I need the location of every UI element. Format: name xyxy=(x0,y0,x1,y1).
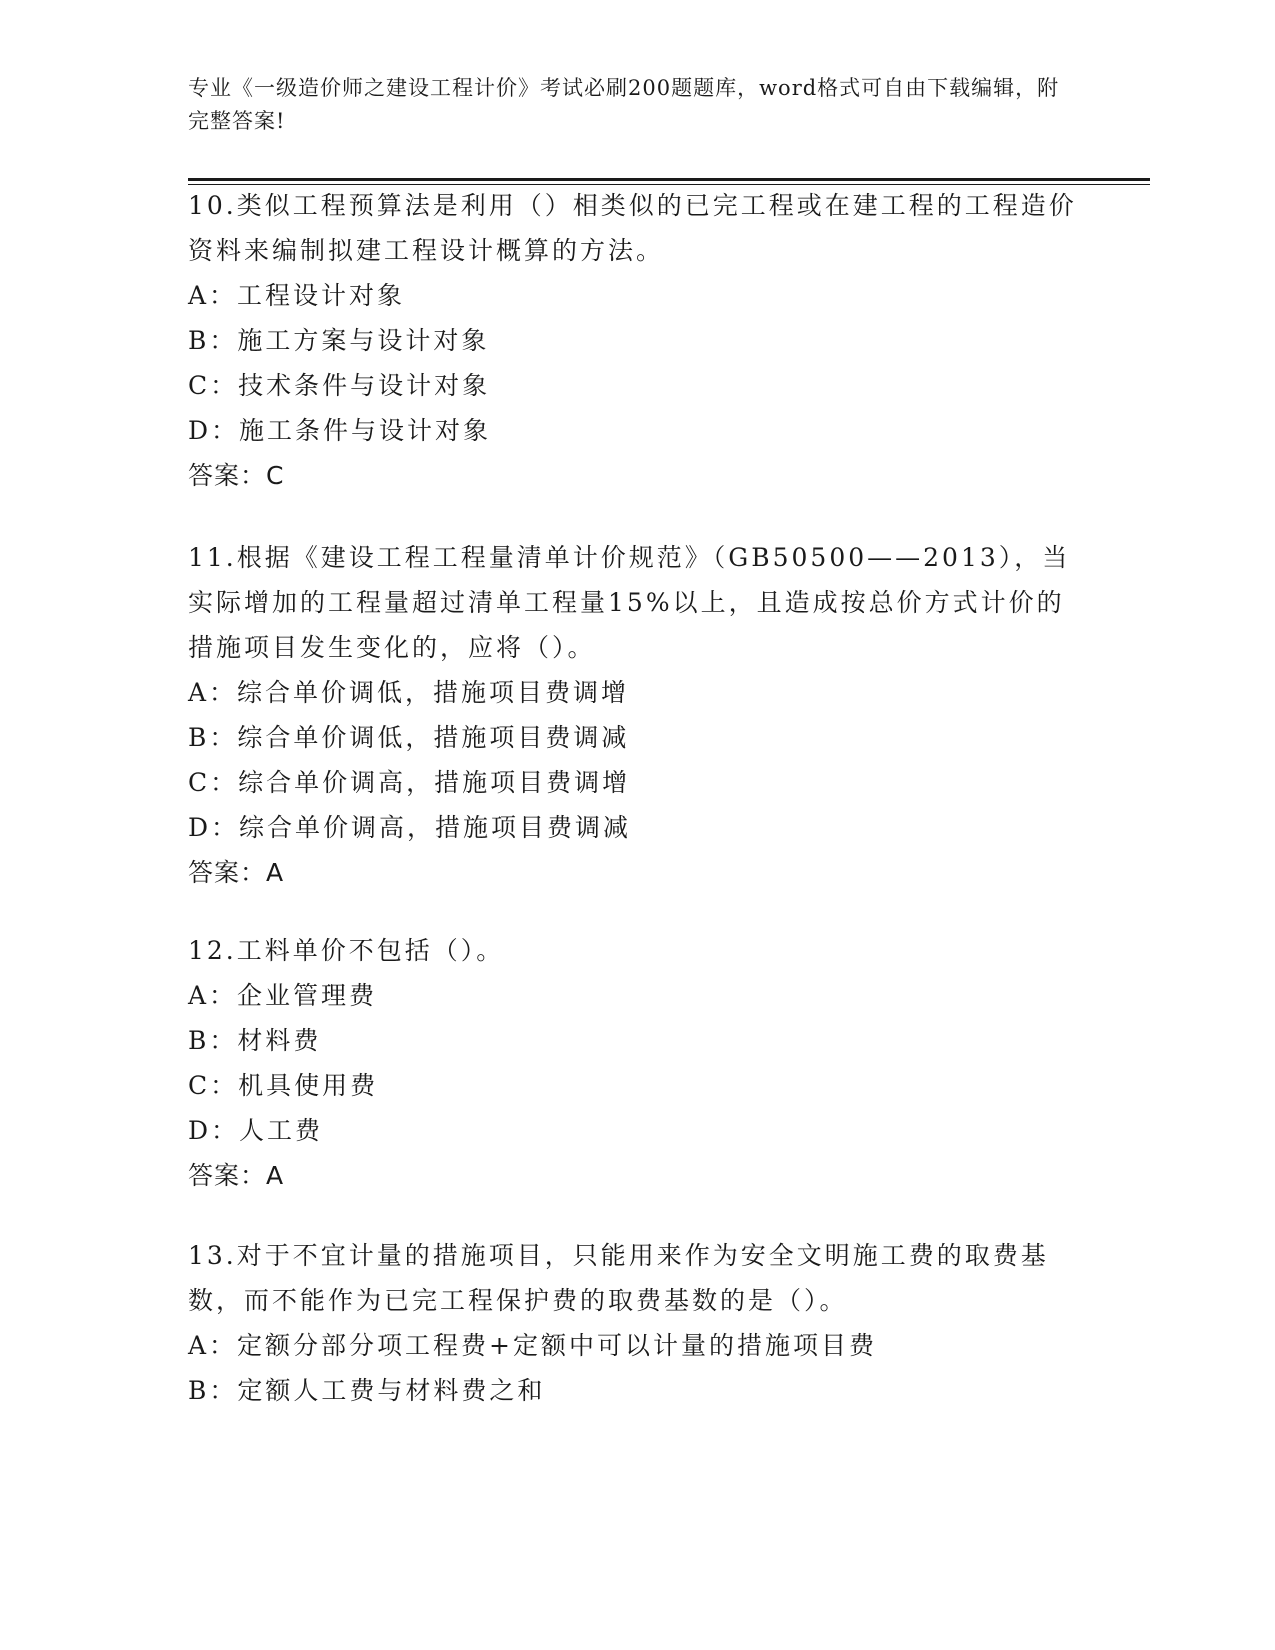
question-stem: 12.工料单价不包括（）。 xyxy=(188,936,505,965)
option-a: A：综合单价调低，措施项目费调增 xyxy=(188,678,630,707)
answer-label: 答案：A xyxy=(188,858,285,887)
option-a: A：企业管理费 xyxy=(188,981,378,1010)
option-b: B：定额人工费与材料费之和 xyxy=(188,1376,546,1405)
question-stem: 10.类似工程预算法是利用（）相类似的已完工程或在建工程的工程造价资料来编制拟建工程设计概算的方法。 xyxy=(188,191,1077,265)
question-11 xyxy=(188,535,1088,895)
answer-label: 答案：C xyxy=(188,461,285,490)
option-d: D：综合单价调高，措施项目费调减 xyxy=(188,813,632,842)
header-rule-thick xyxy=(188,178,1150,181)
option-b: B：施工方案与设计对象 xyxy=(188,326,490,355)
option-a: A：工程设计对象 xyxy=(188,281,406,310)
question-13 xyxy=(188,1233,1088,1413)
option-d: D：施工条件与设计对象 xyxy=(188,416,492,445)
option-c: C：机具使用费 xyxy=(188,1071,379,1100)
option-b: B：综合单价调低，措施项目费调减 xyxy=(188,723,630,752)
option-b: B：材料费 xyxy=(188,1026,322,1055)
question-stem: 13.对于不宜计量的措施项目，只能用来作为安全文明施工费的取费基数，而不能作为已完工程保护费的取费基数的是（）。 xyxy=(188,1241,1049,1315)
question-10 xyxy=(188,183,1088,498)
option-c: C：技术条件与设计对象 xyxy=(188,371,491,400)
question-12 xyxy=(188,928,1088,1198)
question-stem: 11.根据《建设工程工程量清单计价规范》（GB50500——2013），当实际增加的工程量超过清单工程量15%以上，且造成按总价方式计价的措施项目发生变化的，应将（）。 xyxy=(188,543,1071,662)
option-d: D：人工费 xyxy=(188,1116,324,1145)
page-header: 专业《一级造价师之建设工程计价》考试必刷200题题库，word格式可自由下载编辑，附完整答案! xyxy=(188,76,1060,133)
option-c: C：综合单价调高，措施项目费调增 xyxy=(188,768,631,797)
option-a: A：定额分部分项工程费+定额中可以计量的措施项目费 xyxy=(188,1331,878,1360)
answer-label: 答案：A xyxy=(188,1161,285,1190)
